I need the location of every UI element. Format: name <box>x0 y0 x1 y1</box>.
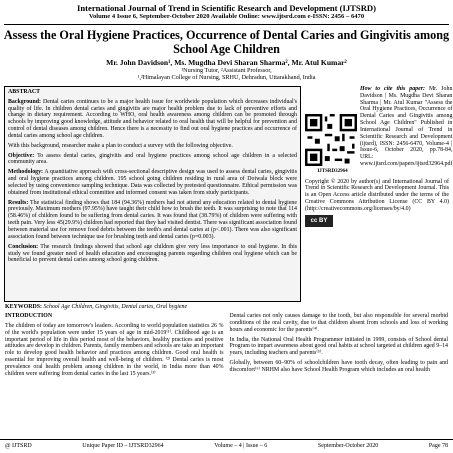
keywords-label: KEYWORDS: <box>5 303 42 310</box>
intro-paragraph-4: Globally, between 60–90% of schoolchildren have tooth decay, often leading to pain and discomfort⁽⁶⁾ NRHM also have School Health Program which includes an oral health <box>229 360 448 374</box>
citation-text: Mr. John Davidson | Ms. Mugdha Devi Sharan Sharma | Mr. Atul Kumar "Assess the Oral Hygiene Practices, Occurrence of Dental Caries and Gingivitis among School Age Children" Published in International Journal of Trend in Scientific Research and Development (ijtsrd), ISSN: 2456-6470, Volume-4 | Issue-6, October 2020, pp.78-84, URL: www.ijtsrd.com/papers/ijtsrd32964.pdf <box>360 85 453 168</box>
background-text: Dental caries continues to be a major health issue for worldwide population which decreases individual's quality of life. In children dental caries and gingivitis are major health problem due to lack of preventive efforts and change in dietary requirement. According to WHO, oral health awareness among children can be promoted through schools by improving good knowledge, attitude and behavior related to oral health that will be helpful for prevention and control of dental diseases among children. Hence there is a necessity to find out oral hygiene practices and occurrence of dental caries among school age children. <box>8 98 297 139</box>
footer-journal: @ IJTSRD <box>5 443 32 449</box>
results-text: The statistical finding shows that 184 (94.36%) mothers had not attend any education related to dental hygiene previously. Maximum mothers (97.95%) have taught their child how to brush the teeth. It was surprising to note that 114 (58.46%) of children found to be suffering from dental caries. It was found that (38.79%) of children were suffering with teeth pain. Very less 45(29.9%) children had reported that they had visited dentist. There was significant association found between material use for remove food debris between the teeth's and dental caries at (p<.001). There was also significant association found between technique use for brushing teeth and dental caries (p=0.003). <box>8 199 297 240</box>
introduction-heading: INTRODUCTION <box>5 312 53 319</box>
footer-paper-id: Unique Paper ID – IJTSRD32964 <box>82 443 164 449</box>
journal-volume-line: Volume 4 Issue 6, September-October 2020 Available Online: www.ijtsrd.com e-ISSN: 2456 – 6470 <box>88 13 365 20</box>
page-footer <box>0 439 453 453</box>
paper-authors: Mr. John Davidson¹, Ms. Mugdha Devi Sharan Sharma², Mr. Atul Kumar² <box>106 58 347 67</box>
intro-paragraph-2: Dental caries not only causes damage to the tooth, but also responsible for several morbid conditions of the oral cavity, due to that children absent from schools and loss of working hours and economic for the parents⁽⁴⁾. <box>229 312 448 333</box>
conclusion-label: Conclusion: <box>8 243 39 250</box>
footer-volume: Volume – 4 | Issue – 6 <box>214 443 268 449</box>
copyright-notice: Copyright © 2020 by author(s) and International Journal of Trend in Scientific Research and Development Journal. This is an Open Access article distributed under the terms of the Creative Commons Attribution License (CC BY 4.0) (http://creativecommons.org/licenses/by/4.0) <box>305 178 449 212</box>
left-column <box>5 313 224 446</box>
citation-box <box>305 85 453 302</box>
paper-title: Assess the Oral Hygiene Practices, Occurrence of Dental Caries and Gingivitis among School Age Children <box>3 28 450 56</box>
conclusion-text: The research findings showed that school age children give very less importance to oral hygiene. In this study we found greater need of health education and encouraging parents regarding children oral hygiene which can be beneficial to prevent dental caries among school going children. <box>8 243 297 264</box>
keywords-text: School Age Children, Gingivitis, Dental caries, Oral hygiene <box>41 303 188 310</box>
results-label: Results: <box>8 199 29 206</box>
right-column <box>230 313 449 446</box>
methodology-label: Methodology: <box>8 169 44 176</box>
citation-heading: How to cite this paper: <box>360 85 425 92</box>
qr-code-icon <box>305 114 357 166</box>
footer-date: September-October 2020 <box>317 443 379 449</box>
methodology-text: A quantitative approach with cross-sectional descriptive design was used to assess dental caries, gingivitis and oral hygiene practices among children. 195 school going children residing in rural area of Doiwala block were selected by using convenience sampling technique. Data was collected by pretested questionnaire. Ethical permission was obtained from institutional ethical committee and informed consent was taken from study participants. <box>8 169 297 196</box>
objective-label: Objective: <box>8 152 35 159</box>
footer-page: Page 78 <box>428 443 448 449</box>
abstract-box <box>4 86 301 302</box>
intro-paragraph-1: The children of today are tomorrow's leaders. According to world population statistics 26 % of the world's population were under 15 years of age in mid-2019⁽¹⁾. Childhood age is an important period of life in this period most of the behaviors, healthy practices and positive attitudes are develop in children. Parents, family members and schools are take an important role to develop good health behavior and practices among children. Good oral health is essential for improving overall health and well-being of children. ⁽²⁾ Dental caries is most prevalence oral health problem among children in the world, in India more than 40% children were suffering from dental caries in the last 15 years.⁽³⁾ <box>5 322 224 378</box>
paper-id-label: IJTSRD32964 <box>317 168 348 174</box>
header-divider <box>4 24 449 25</box>
intro-paragraph-3: In India, the National Oral Health Programmer initiated in 1999, consists of School dental Program to impart awareness about good oral habits at school targeted at children aged 9–14 years, including teachers and parents⁽⁵⁾. <box>229 336 448 357</box>
abstract-label: ABSTRACT <box>8 88 41 95</box>
background-label: Background: <box>8 98 41 105</box>
keywords <box>0 302 453 313</box>
cc-license-icon: cc BY <box>305 215 333 227</box>
author-affiliation-2: ¹,²Himalayan College of Nursing, SRHU, Dehradun, Uttarakhand, India <box>137 74 316 82</box>
journal-name: International Journal of Trend in Scientific Research and Development (IJTSRD) <box>77 3 376 13</box>
objective-text: To assess dental caries, gingivitis and oral hygiene practices among school age children in a selected community area. <box>8 152 297 166</box>
author-affiliation-1: ¹Nursing Tutor, ²Assistant Professor, <box>181 67 272 74</box>
abstract-section <box>0 86 453 302</box>
background-text-2: With this background, researcher make a plan to conduct a survey with the following objective. <box>8 142 233 149</box>
introduction-section <box>0 313 453 446</box>
